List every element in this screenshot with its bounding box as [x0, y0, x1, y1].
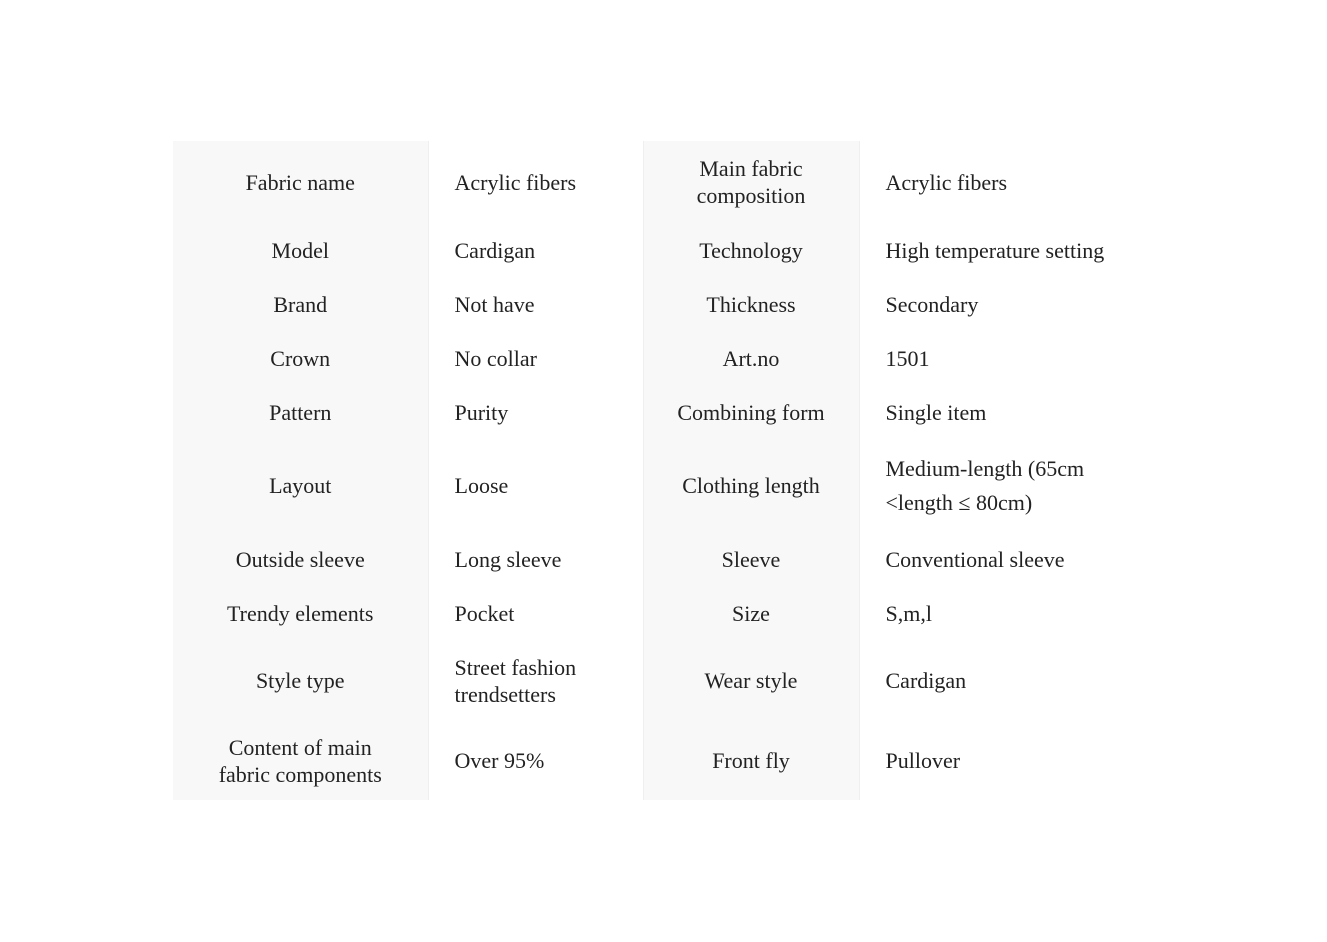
label-outside-sleeve: Outside sleeve	[173, 532, 428, 586]
table-row	[173, 640, 1128, 721]
table-row	[173, 721, 1128, 800]
value-model: Cardigan	[428, 223, 643, 277]
table-row	[173, 586, 1128, 640]
label-style-type: Style type	[173, 640, 428, 721]
label-fabric-name: Fabric name	[173, 141, 428, 223]
table-row	[173, 532, 1128, 586]
value-art-no: 1501	[859, 331, 1128, 385]
label-crown: Crown	[173, 331, 428, 385]
label-clothing-length: Clothing length	[643, 439, 859, 532]
label-wear-style: Wear style	[643, 640, 859, 721]
table-row	[173, 385, 1128, 439]
label-model: Model	[173, 223, 428, 277]
value-fabric-name: Acrylic fibers	[428, 141, 643, 223]
value-style-type: Street fashion trendsetters	[428, 640, 643, 721]
label-pattern: Pattern	[173, 385, 428, 439]
label-brand: Brand	[173, 277, 428, 331]
value-layout: Loose	[428, 439, 643, 532]
value-main-fabric-composition: Acrylic fibers	[859, 141, 1128, 223]
value-technology: High temperature setting	[859, 223, 1128, 277]
label-sleeve: Sleeve	[643, 532, 859, 586]
label-thickness: Thickness	[643, 277, 859, 331]
value-brand: Not have	[428, 277, 643, 331]
label-layout: Layout	[173, 439, 428, 532]
value-pattern: Purity	[428, 385, 643, 439]
value-crown: No collar	[428, 331, 643, 385]
value-wear-style: Cardigan	[859, 640, 1128, 721]
value-trendy-elements: Pocket	[428, 586, 643, 640]
value-size: S,m,l	[859, 586, 1128, 640]
value-front-fly: Pullover	[859, 721, 1128, 800]
table-row	[173, 277, 1128, 331]
table-row	[173, 141, 1128, 223]
label-trendy-elements: Trendy elements	[173, 586, 428, 640]
value-thickness: Secondary	[859, 277, 1128, 331]
label-combining-form: Combining form	[643, 385, 859, 439]
label-main-fabric-composition: Main fabric composition	[643, 141, 859, 223]
table-row	[173, 331, 1128, 385]
value-outside-sleeve: Long sleeve	[428, 532, 643, 586]
label-art-no: Art.no	[643, 331, 859, 385]
label-front-fly: Front fly	[643, 721, 859, 800]
product-spec-table	[173, 141, 1128, 800]
table-row	[173, 439, 1128, 532]
value-combining-form: Single item	[859, 385, 1128, 439]
value-sleeve: Conventional sleeve	[859, 532, 1128, 586]
table-row	[173, 223, 1128, 277]
label-content-main-fabric: Content of main fabric components	[173, 721, 428, 800]
value-clothing-length: Medium-length (65cm <length ≤ 80cm)	[859, 439, 1128, 532]
label-technology: Technology	[643, 223, 859, 277]
value-content-main-fabric: Over 95%	[428, 721, 643, 800]
label-size: Size	[643, 586, 859, 640]
